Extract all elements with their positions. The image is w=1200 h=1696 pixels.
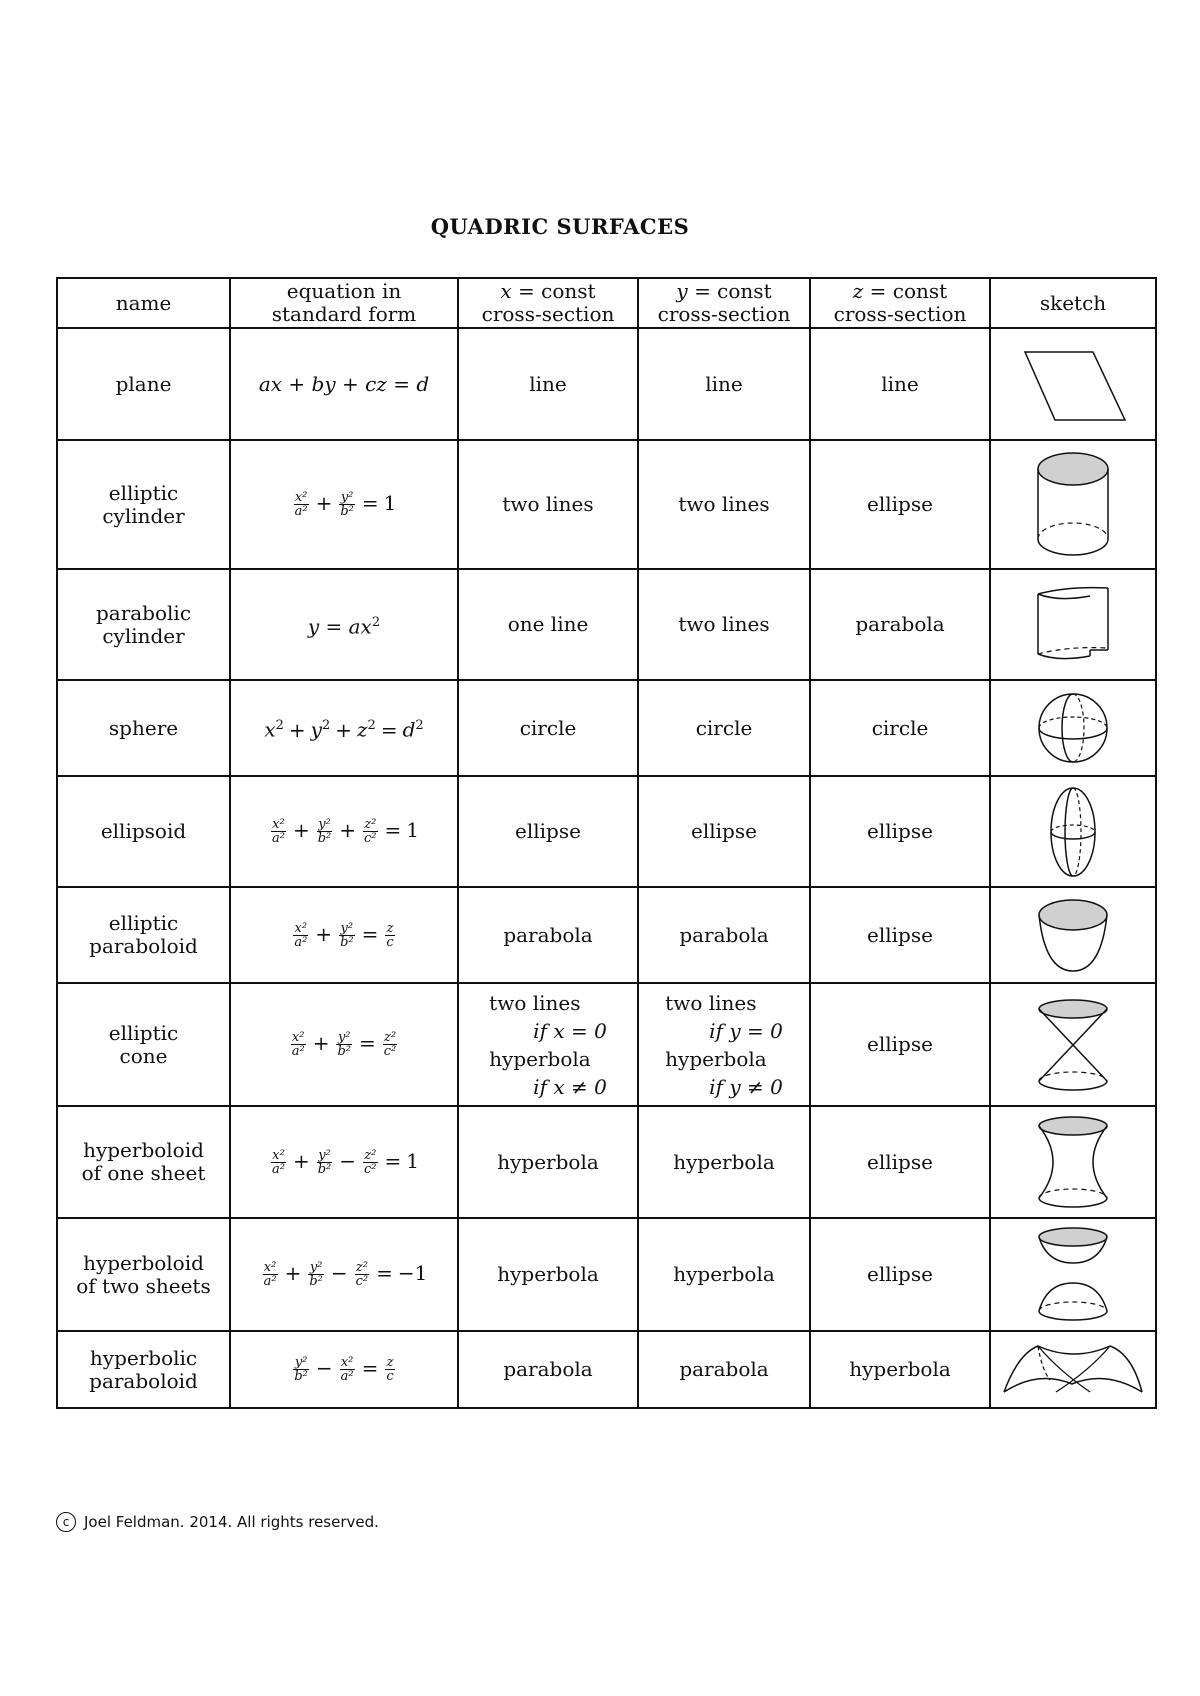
row-hyperboloid-two-sheets (57, 1218, 1156, 1331)
equation-cell: $\frac{\text{x²}}{\text{a²}}$ + $\frac{\text{y²}}{\text{b²}}$ + $\frac{\text{z²}}{\text{c²}}$ = 1 (230, 776, 458, 887)
equation-cell: $y = ax^2$ (230, 569, 458, 680)
row-elliptic-cylinder (57, 440, 1156, 569)
ellipsoid-sketch (1043, 784, 1103, 880)
name-cell: elliptic cone (57, 983, 230, 1106)
row-elliptic-paraboloid (57, 887, 1156, 983)
header-y-cross-section: y = const cross-section (638, 278, 810, 328)
copyright-icon: c (56, 1512, 76, 1532)
sketch-cell (990, 1218, 1156, 1331)
header-row (57, 278, 1156, 328)
page-title: QUADRIC SURFACES (430, 214, 690, 239)
y-cross-section: parabola (638, 887, 810, 983)
equation-cell: $\frac{\text{x²}}{\text{a²}}$ + $\frac{\text{y²}}{\text{b²}}$ = 1 (230, 440, 458, 569)
z-cross-section: circle (810, 680, 990, 776)
row-parabolic-cylinder (57, 569, 1156, 680)
row-elliptic-cone (57, 983, 1156, 1106)
z-cross-section: line (810, 328, 990, 440)
x-cross-section: parabola (458, 1331, 638, 1408)
name-cell: elliptic cylinder (57, 440, 230, 569)
sketch-cell (990, 1106, 1156, 1218)
sketch-cell (990, 887, 1156, 983)
hyperboloid-two-sheets-sketch (1031, 1225, 1115, 1325)
sketch-cell (990, 328, 1156, 440)
y-cross-section: hyperbola (638, 1218, 810, 1331)
z-cross-section: ellipse (810, 1218, 990, 1331)
x-cross-section: two lines (458, 440, 638, 569)
name-cell: sphere (57, 680, 230, 776)
name-cell: plane (57, 328, 230, 440)
header-name: name (57, 278, 230, 328)
y-cross-section: two lines (638, 569, 810, 680)
elliptic-cylinder-sketch (1028, 451, 1118, 559)
z-cross-section: parabola (810, 569, 990, 680)
row-sphere (57, 680, 1156, 776)
quadric-surfaces-table (56, 277, 1157, 1409)
header-x-cross-section: x = const cross-section (458, 278, 638, 328)
y-cross-section: two lines if y = 0 hyperbola if y ≠ 0 (638, 983, 810, 1106)
y-cross-section: ellipse (638, 776, 810, 887)
header-sketch: sketch (990, 278, 1156, 328)
row-hyperbolic-paraboloid (57, 1331, 1156, 1408)
header-equation: equation in standard form (230, 278, 458, 328)
name-cell: elliptic paraboloid (57, 887, 230, 983)
name-cell: parabolic cylinder (57, 569, 230, 680)
elliptic-cone-sketch (1031, 997, 1115, 1093)
x-cross-section: hyperbola (458, 1106, 638, 1218)
sketch-cell (990, 680, 1156, 776)
equation-cell: $\frac{\text{y²}}{\text{b²}}$ − $\frac{\text{x²}}{\text{a²}}$ = $\frac{z}{c}$ (230, 1331, 458, 1408)
equation-cell: $\frac{\text{x²}}{\text{a²}}$ + $\frac{\text{y²}}{\text{b²}}$ = $\frac{z}{c}$ (230, 887, 458, 983)
y-cross-section: hyperbola (638, 1106, 810, 1218)
header-z-cross-section: z = const cross-section (810, 278, 990, 328)
z-cross-section: ellipse (810, 1106, 990, 1218)
name-cell: ellipsoid (57, 776, 230, 887)
sketch-cell (990, 440, 1156, 569)
hyperbolic-paraboloid-sketch (998, 1340, 1148, 1400)
sketch-cell (990, 776, 1156, 887)
equation-cell: $\frac{\text{x²}}{\text{a²}}$ + $\frac{\text{y²}}{\text{b²}}$ − $\frac{\text{z²}}{\text{c²}}$ = 1 (230, 1106, 458, 1218)
x-cross-section: circle (458, 680, 638, 776)
sphere-sketch (1033, 688, 1113, 768)
copyright-footer (56, 1512, 379, 1532)
x-cross-section: two lines if x = 0 hyperbola if x ≠ 0 (458, 983, 638, 1106)
sketch-cell (990, 983, 1156, 1106)
copyright-text: Joel Feldman. 2014. All rights reserved. (84, 1513, 379, 1531)
y-cross-section: line (638, 328, 810, 440)
row-plane (57, 328, 1156, 440)
row-ellipsoid (57, 776, 1156, 887)
z-cross-section: ellipse (810, 776, 990, 887)
x-cross-section: hyperbola (458, 1218, 638, 1331)
x-cross-section: ellipse (458, 776, 638, 887)
elliptic-paraboloid-sketch (1031, 895, 1115, 975)
equation-cell: $\frac{\text{x²}}{\text{a²}}$ + $\frac{\text{y²}}{\text{b²}}$ = $\frac{\text{z²}}{\text{c²}}$ (230, 983, 458, 1106)
name-cell: hyperbolic paraboloid (57, 1331, 230, 1408)
equation-cell: $\frac{\text{x²}}{\text{a²}}$ + $\frac{\text{y²}}{\text{b²}}$ − $\frac{\text{z²}}{\text{c²}}$ = −1 (230, 1218, 458, 1331)
sketch-cell (990, 569, 1156, 680)
equation-cell: ax + by + cz = d (230, 328, 458, 440)
name-cell: hyperboloid of one sheet (57, 1106, 230, 1218)
y-cross-section: two lines (638, 440, 810, 569)
plane-sketch (1013, 344, 1133, 424)
equation-cell: $x^2 + y^2 + z^2 = d^2$ (230, 680, 458, 776)
name-cell: hyperboloid of two sheets (57, 1218, 230, 1331)
z-cross-section: ellipse (810, 887, 990, 983)
x-cross-section: parabola (458, 887, 638, 983)
row-hyperboloid-one-sheet (57, 1106, 1156, 1218)
z-cross-section: hyperbola (810, 1331, 990, 1408)
y-cross-section: parabola (638, 1331, 810, 1408)
y-cross-section: circle (638, 680, 810, 776)
x-cross-section: one line (458, 569, 638, 680)
hyperboloid-one-sheet-sketch (1031, 1114, 1115, 1210)
z-cross-section: ellipse (810, 983, 990, 1106)
sketch-cell (990, 1331, 1156, 1408)
parabolic-cylinder-sketch (1028, 580, 1118, 670)
z-cross-section: ellipse (810, 440, 990, 569)
x-cross-section: line (458, 328, 638, 440)
